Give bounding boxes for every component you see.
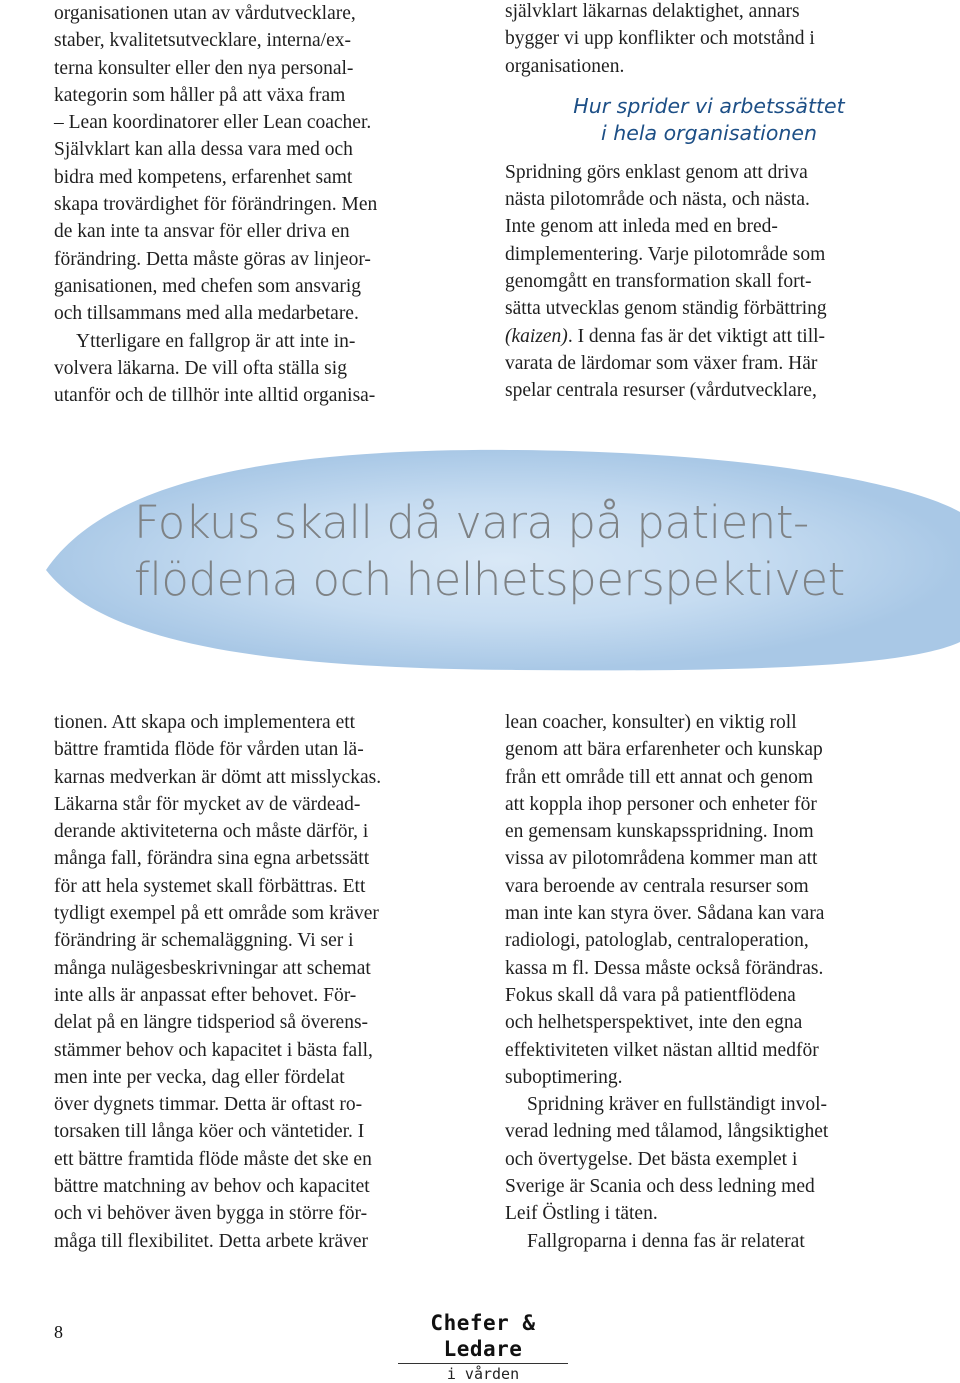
pull-quote-line: Fokus skall då vara på patient- (134, 496, 809, 549)
text-line: effektiviteten vilket nästan alltid medför (505, 1039, 819, 1061)
text-line: utanför och de tillhör inte alltid organisa- (54, 385, 376, 407)
bottom-right-column (505, 709, 915, 1255)
text-line: lean coacher, konsulter) en viktig roll (505, 712, 797, 733)
text-line: många nulägesbeskrivningar att schemat (54, 957, 371, 979)
text-line: staber, kvalitetsutvecklare, interna/ex- (54, 30, 352, 52)
text-line: skapa trovärdighet för förändringen. Men (54, 194, 378, 216)
text-line: Fokus skall då vara på patientflödena (505, 984, 796, 1006)
text-line: för att hela systemet skall förbättras. Ett (54, 875, 366, 897)
text-line: självklart läkarnas delaktighet, annars (505, 1, 800, 22)
text-line: delat på en längre tidsperiod så överens- (54, 1012, 369, 1034)
section-heading (505, 93, 915, 147)
text-line: radiologi, patologlab, centraloperation, (505, 930, 809, 952)
text-line: Leif Östling i täten. (505, 1203, 658, 1225)
text-line: bättre framtida flöde för vården utan lä- (54, 739, 364, 761)
text-line: spelar centrala resurser (vårdutvecklare, (505, 380, 817, 402)
text-line: varata de lärdomar som växer fram. Här (505, 352, 818, 374)
top-left-column (54, 0, 464, 409)
text-line: man inte kan styra över. Sådana kan vara (505, 903, 825, 925)
text-line: nästa pilotområde och nästa, och nästa. (505, 189, 810, 211)
text-line: och helhetsperspektivet, inte den egna (505, 1012, 803, 1034)
text-line: suboptimering. (505, 1066, 623, 1088)
logo-title: Chefer & Ledare (430, 1311, 536, 1361)
text-line: Självklart kan alla dessa vara med och (54, 139, 353, 161)
text-line: organisationen utan av vårdutvecklare, (54, 3, 356, 24)
text-line: torsaken till långa köer och väntetider. I (54, 1121, 365, 1143)
text-line: över dygnets timmar. Detta är oftast ro- (54, 1094, 363, 1116)
text-line: kategorin som håller på att växa fram (54, 84, 346, 106)
pull-quote-band (46, 442, 960, 672)
text-line: bidra med kompetens, erfarenhet samt (54, 166, 353, 188)
logo-divider (398, 1363, 568, 1364)
text-line: ganisationen, med chefen som ansvarig (54, 275, 362, 297)
text-line: förändring är schemaläggning. Vi ser i (54, 930, 354, 952)
logo-subtitle: i vården (446, 1365, 520, 1383)
text-line: och övertygelse. Det bästa exemplet i (505, 1148, 798, 1170)
text-line: Inte genom att inleda med en bred- (505, 216, 778, 238)
text-line: sätta utvecklas genom ständig förbättring (505, 298, 827, 320)
text-line: men inte per vecka, dag eller fördelat (54, 1066, 345, 1088)
text-line: de kan inte ta ansvar för eller driva en (54, 221, 350, 243)
text-line: – Lean koordinatorer eller Lean coacher. (54, 112, 372, 134)
text-line: karnas medverkan är dömt att misslyckas. (54, 766, 382, 788)
text-line: Sverige är Scania och dess ledning med (505, 1176, 815, 1198)
text-line: Spridning kräver en fullständigt invol- (527, 1094, 828, 1116)
text-line: tydligt exempel på ett område som kräver (54, 903, 379, 925)
text-line: bygger vi upp konflikter och motstånd i (505, 28, 815, 50)
publication-logo (388, 1310, 578, 1383)
text-line: genom att bära erfarenheter och kunskap (505, 739, 823, 761)
text-line: verad ledning med tålamod, långsiktighet (505, 1121, 829, 1143)
text-line: vissa av pilotområdena kommer man att (505, 848, 818, 870)
emphasis-term: (kaizen) (505, 325, 568, 347)
text-line: dimplementering. Varje pilotområde som (505, 243, 826, 265)
text-line: terna konsulter eller den nya personal- (54, 57, 354, 79)
pull-quote (134, 494, 954, 608)
text-line: Ytterligare en fallgrop är att inte in- (76, 330, 356, 352)
text-line: och tillsammans med alla medarbetare. (54, 303, 359, 325)
text-line: (kaizen). I denna fas är det viktigt att till- (505, 325, 826, 347)
text-line: stämmer behov och kapacitet i bästa fall, (54, 1039, 373, 1061)
text-line: kassa m fl. Dessa måste också förändras. (505, 957, 824, 979)
text-line: många fall, förändra sina egna arbetssätt (54, 848, 370, 870)
text-line: Fallgroparna i denna fas är relaterat (527, 1230, 805, 1252)
text-line: genomgått en transformation skall fort- (505, 271, 812, 293)
section-heading-line: i hela organisationen (601, 120, 817, 145)
section-heading-line: Hur sprider vi arbetssättet (573, 93, 845, 118)
text-line: organisationen. (505, 55, 625, 77)
text-line: volvera läkarna. De vill ofta ställa sig (54, 357, 347, 379)
text-line: förändring. Detta måste göras av linjeor- (54, 248, 371, 270)
text-line: inte alls är anpassat efter behovet. För- (54, 984, 357, 1006)
text-line: att koppla ihop personer och enheter för (505, 793, 817, 815)
text-line: tionen. Att skapa och implementera ett (54, 712, 356, 733)
text-line: derande aktiviteterna och måste därför, i (54, 821, 369, 843)
page-number: 8 (54, 1322, 63, 1342)
text-line: bättre matchning av behov och kapacitet (54, 1176, 370, 1198)
text-line: ett bättre framtida flöde måste det ske en (54, 1148, 372, 1170)
text-line: Läkarna står för mycket av de värdead- (54, 793, 361, 815)
pull-quote-line: flödena och helhetsperspektivet (134, 553, 845, 606)
bottom-left-column (54, 709, 464, 1255)
text-line: och vi behöver även bygga in större för- (54, 1203, 368, 1225)
text-line: Spridning görs enklast genom att driva (505, 161, 808, 183)
text-line: från ett område till ett annat och genom (505, 766, 814, 788)
text-line: en gemensam kunskapsspridning. Inom (505, 821, 814, 843)
top-right-column (505, 0, 915, 405)
text-line: vara beroende av centrala resurser som (505, 875, 809, 897)
text-line: måga till flexibilitet. Detta arbete kräver (54, 1230, 369, 1252)
